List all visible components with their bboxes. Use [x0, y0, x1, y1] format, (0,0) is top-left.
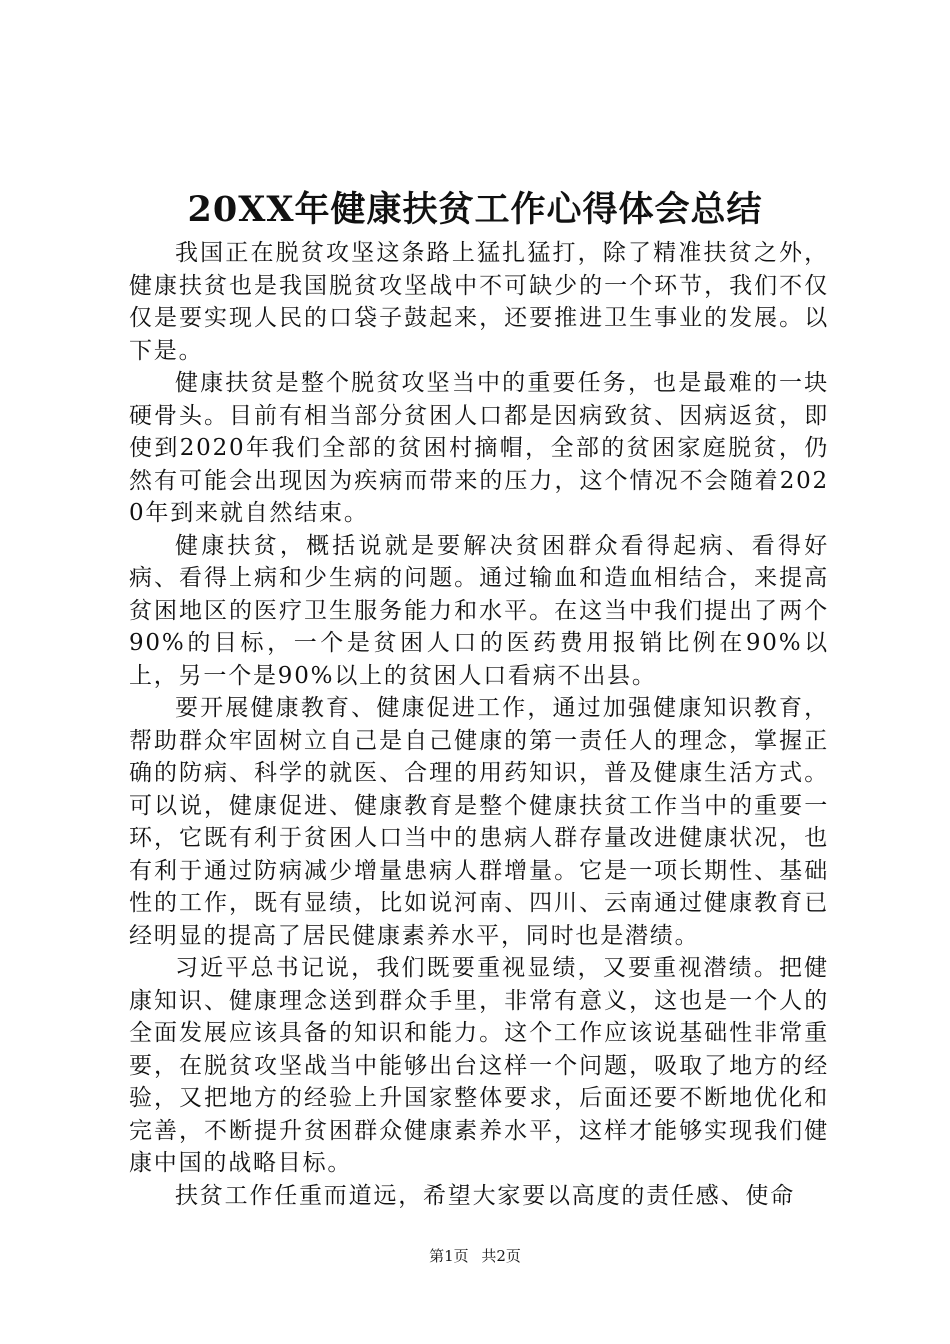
- page-number: 第1页: [429, 1247, 469, 1265]
- document-title: 20XX年健康扶贫工作心得体会总结: [187, 189, 763, 230]
- paragraph-xi-quote: 习近平总书记说，我们既要重视显绩，又要重视潜绩。把健康知识、健康理念送到群众手里，非常有意义，这也是一个人的全面发展应该具备的知识和能力。这个工作应该说基础性非常重要，在脱贫攻坚战当中能够出台这样一个问题，吸取了地方的经验，又把地方的经验上升国家整体要求，后面还要不断地优化和完善，不断提升贫困群众健康素养水平，这样才能够实现我们健康中国的战略目标。: [129, 955, 829, 1176]
- page-total: 共2页: [481, 1247, 521, 1265]
- document-body: [129, 237, 829, 1212]
- paragraph-key-task: 健康扶贫是整个脱贫攻坚当中的重要任务，也是最难的一块硬骨头。目前有相当部分贫困人口都是因病致贫、因病返贫，即使到2020年我们全部的贫困村摘帽，全部的贫困家庭脱贫，仍然有可能会出现因为疾病而带来的压力，这个情况不会随着2020年到来就自然结束。: [129, 370, 829, 526]
- paragraph-health-education: 要开展健康教育、健康促进工作，通过加强健康知识教育，帮助群众牢固树立自己是自己健康的第一责任人的理念，掌握正确的防病、科学的就医、合理的用药知识，普及健康生活方式。可以说，健康促进、健康教育是整个健康扶贫工作当中的重要一环，它既有利于贫困人口当中的患病人群存量改进健康状况，也有利于通过防病减少增量患病人群增量。它是一项长期性、基础性的工作，既有显绩，比如说河南、四川、云南通过健康教育已经明显的提高了居民健康素养水平，同时也是潜绩。: [129, 695, 829, 949]
- page-footer: [0, 1246, 950, 1266]
- paragraph-closing: 扶贫工作任重而道远，希望大家要以高度的责任感、使命: [175, 1182, 795, 1209]
- paragraph-definition: 健康扶贫，概括说就是要解决贫困群众看得起病、看得好病、看得上病和少生病的问题。通过输血和造血相结合，来提高贫困地区的医疗卫生服务能力和水平。在这当中我们提出了两个90%的目标，一个是贫困人口的医药费用报销比例在90%以上，另一个是90%以上的贫困人口看病不出县。: [129, 532, 829, 689]
- paragraph-intro: 我国正在脱贫攻坚这条路上猛扎猛打，除了精准扶贫之外，健康扶贫也是我国脱贫攻坚战中不可缺少的一个环节，我们不仅仅是要实现人民的口袋子鼓起来，还要推进卫生事业的发展。以下是。: [129, 240, 829, 364]
